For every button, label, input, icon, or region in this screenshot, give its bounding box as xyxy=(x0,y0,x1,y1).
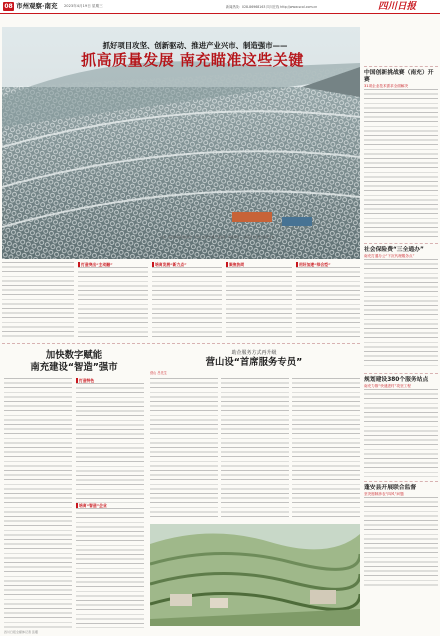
bl2-text-block xyxy=(76,383,144,503)
main-col-3 xyxy=(152,262,222,340)
lead-headline: 抓高质量发展 南充瞄准这些关键 xyxy=(81,51,304,69)
bottom-left-col-1 xyxy=(4,378,72,630)
story3-text-block xyxy=(364,389,438,477)
col4-text-block xyxy=(226,267,292,339)
subhead-2: 培育发展“新力点” xyxy=(152,262,222,267)
divider xyxy=(364,66,438,67)
col5-text-block xyxy=(296,267,360,339)
section-title: 市州观察·南充 xyxy=(16,2,58,10)
contact-info: 新闻热线：028-86968163 四川在线 http://www.scol.com.cn xyxy=(226,5,318,9)
story4-subtitle: 坚决遏制涉农“四风”问题 xyxy=(364,492,404,496)
bl-subhead-1: 打造特色 xyxy=(76,378,144,383)
subhead-4: 用好加速“综合型” xyxy=(296,262,360,267)
story1-body xyxy=(364,89,438,239)
bl-subhead-2: 培育“智造”企业 xyxy=(76,503,144,508)
main-col-4 xyxy=(226,262,292,340)
bottom-left-title: 加快数字赋能 xyxy=(45,350,103,361)
col2-text-block xyxy=(78,267,148,339)
story2-title: 社会保险费“三全通办” xyxy=(364,247,424,253)
story1-title: 中国创新挑战赛（南充）开赛 xyxy=(364,70,434,83)
divider xyxy=(364,243,438,244)
issue-date: 2023年4月19日 星期三 xyxy=(64,4,103,8)
bottom-mid-kicker: 助企服务方式再升级 xyxy=(231,350,277,356)
bm3-text-block xyxy=(292,378,360,520)
col1-text-block xyxy=(2,262,74,340)
story3-subtitle: 南充力推“快递进村”攻坚工程 xyxy=(364,384,411,388)
bottom-mid-col-1 xyxy=(150,378,218,520)
bm1-text-block xyxy=(150,378,218,520)
story4-text-block xyxy=(364,497,438,589)
main-col-5 xyxy=(296,262,360,340)
bottom-mid-col-2 xyxy=(221,378,289,520)
story1-text-block xyxy=(364,89,438,239)
terraced-fields-photo xyxy=(150,524,360,626)
story2-subtitle: 南充打通办公“下沉代理服务点” xyxy=(364,254,415,258)
page-number-badge: 08 xyxy=(4,3,13,10)
bottom-mid-col-3 xyxy=(292,378,360,520)
story4-title: 蓬安县开展联合监督 xyxy=(364,485,417,491)
reporter-credit: 四川日报全媒体记者 张瑾 xyxy=(4,630,38,634)
col3-text-block xyxy=(152,267,222,339)
story1-subtitle: 31项企业技术需求全面解决 xyxy=(364,84,409,88)
bottom-photo xyxy=(150,524,360,626)
subhead-1: 打造突出“主动融” xyxy=(78,262,148,267)
photo-caption: 日前，南充市南部县盐溪村（四川日报记者 摄）集装箱、网箱养殖……南充产业发展呈现新气象 xyxy=(160,235,274,239)
story2-text-block xyxy=(364,259,438,369)
bottom-left-title2: 南充建设“智造”强市 xyxy=(30,362,118,373)
main-col-2 xyxy=(78,262,148,340)
section-divider xyxy=(2,343,360,344)
bl3-text-block xyxy=(76,508,144,628)
divider xyxy=(364,373,438,374)
bottom-left-col-2 xyxy=(76,378,144,630)
bl1-text-block xyxy=(4,378,72,630)
lead-kicker: 抓好项目攻坚、创新驱动、推进产业兴市、制造强市—— xyxy=(102,41,288,50)
bottom-mid-headline: 营山设“首席服务专员” xyxy=(205,357,303,368)
bottom-mid-byline: 营山 吕先生 xyxy=(150,371,167,375)
divider xyxy=(364,481,438,482)
story3-title: 规划建设380个服务站点 xyxy=(364,377,429,383)
newspaper-brand: 四川日报 xyxy=(378,1,417,12)
header-rule xyxy=(0,13,440,14)
bm2-text-block xyxy=(221,378,289,520)
main-col-1 xyxy=(2,262,74,340)
right-column xyxy=(364,66,438,626)
subhead-3: 聚焦协同 xyxy=(226,262,292,267)
